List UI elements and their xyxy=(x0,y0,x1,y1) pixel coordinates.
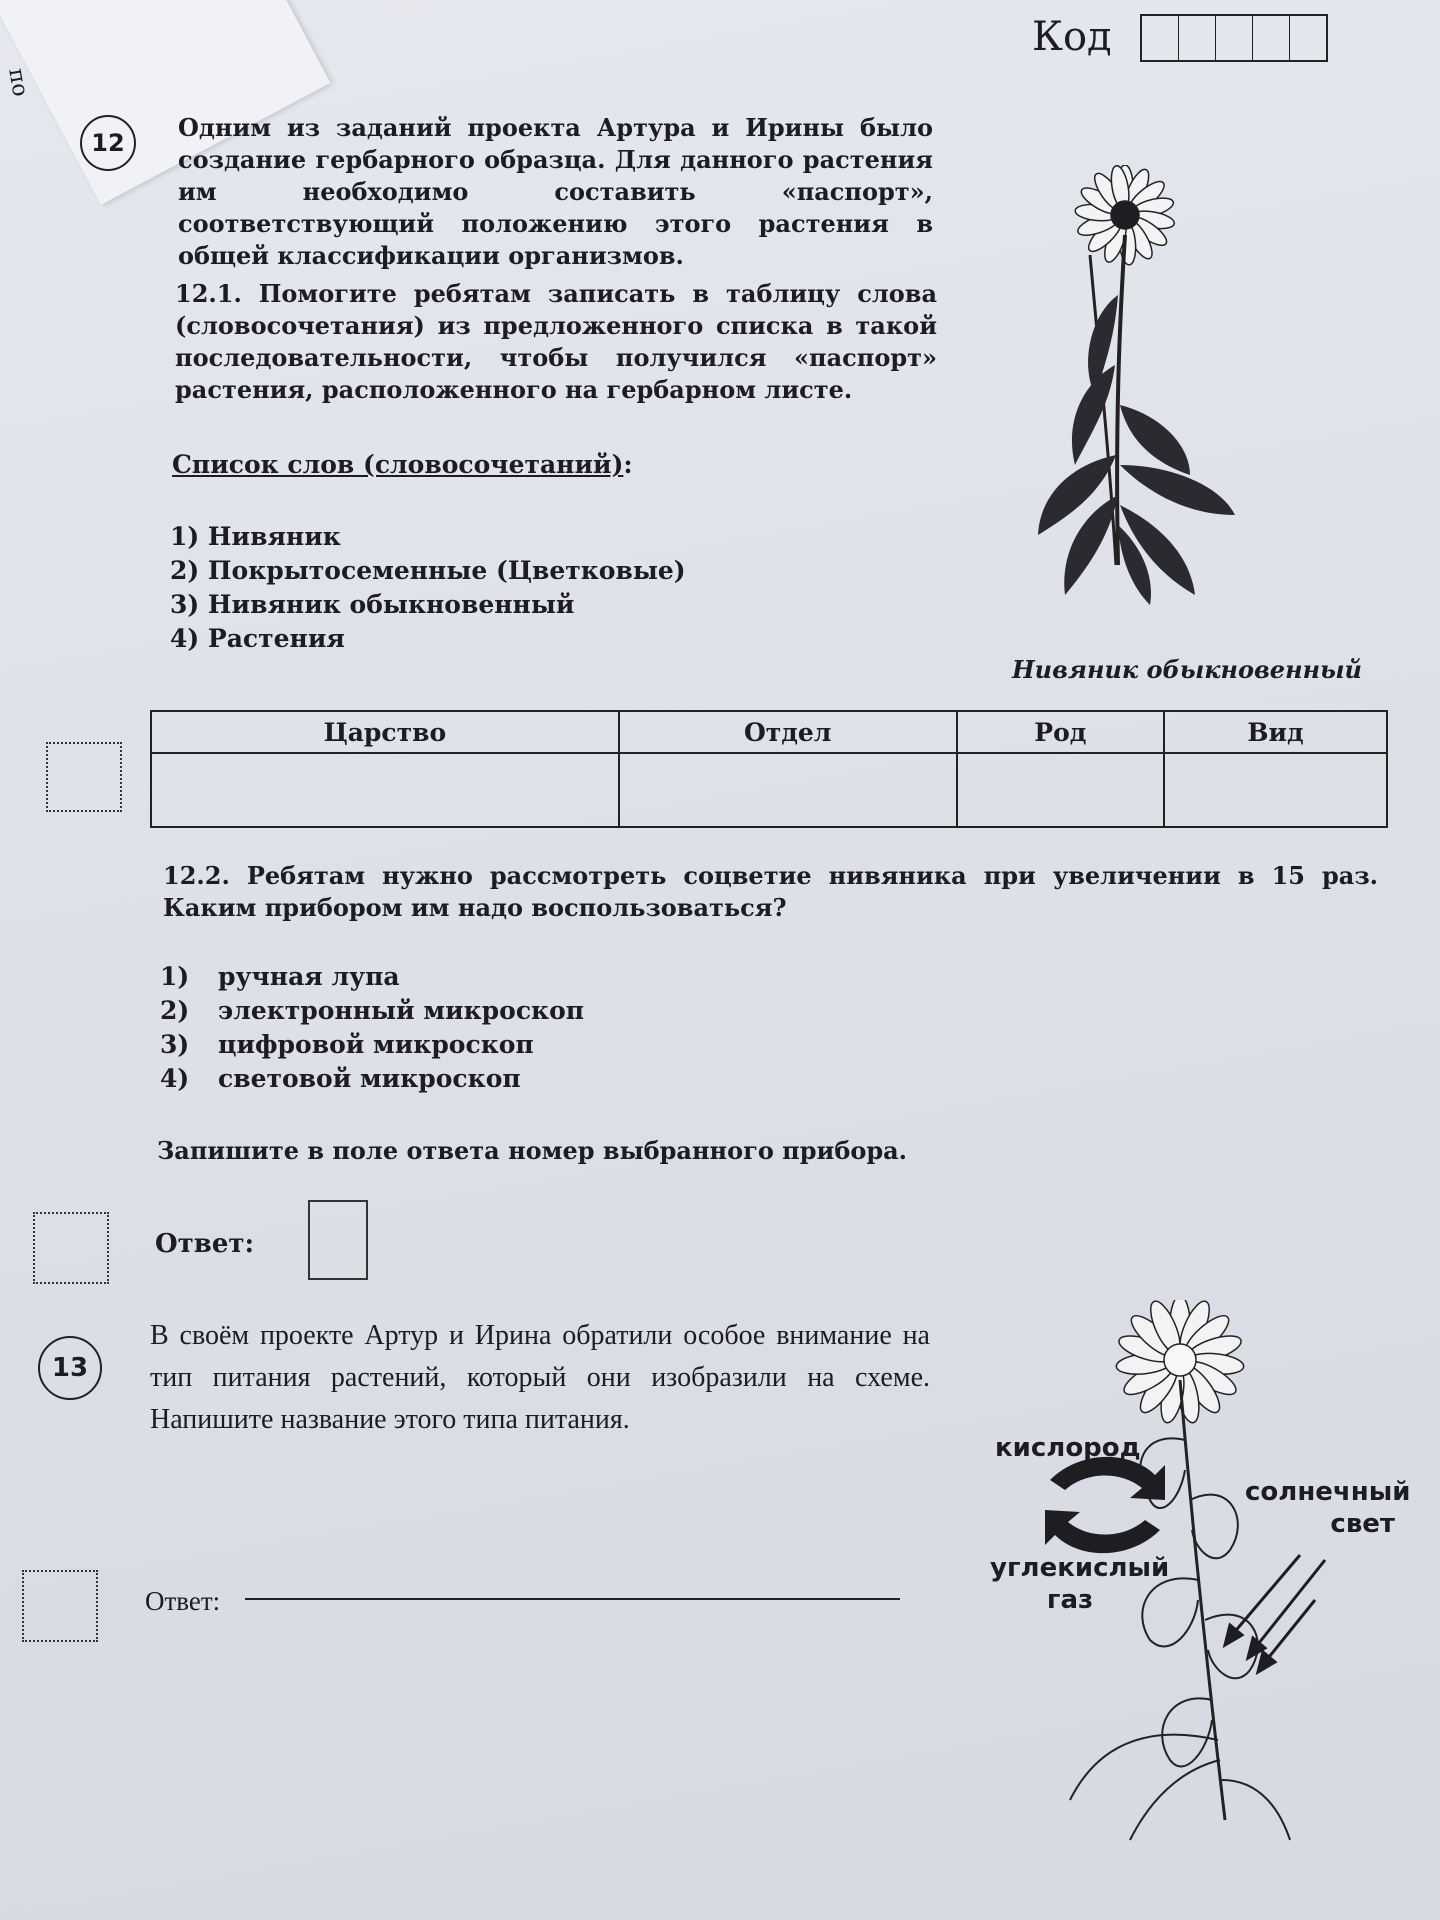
task-number-12: 12 xyxy=(80,115,136,171)
score-box-12-2 xyxy=(33,1212,109,1284)
code-cell[interactable] xyxy=(1179,16,1216,60)
header-species: Вид xyxy=(1164,711,1387,753)
option-item xyxy=(160,960,584,994)
score-box-12-1 xyxy=(46,742,122,812)
code-label: Код xyxy=(1032,14,1112,60)
option-text: световой микроскоп xyxy=(218,1064,521,1093)
sunlight-arrows-icon xyxy=(1225,1555,1325,1672)
code-cell[interactable] xyxy=(1290,16,1326,60)
label-sunlight-line1: солнечный xyxy=(1245,1477,1411,1507)
label-co2 xyxy=(990,1552,1170,1616)
option-item xyxy=(160,994,584,1028)
answer-field-12[interactable] xyxy=(308,1200,368,1280)
list-item: 2) Покрытосеменные (Цветковые) xyxy=(170,556,686,585)
label-sunlight xyxy=(1245,1476,1411,1540)
list-item: 4) Растения xyxy=(170,624,345,653)
answer-cell-division[interactable] xyxy=(619,753,957,827)
word-list-title-colon: : xyxy=(623,450,633,479)
code-input-boxes[interactable] xyxy=(1140,14,1328,62)
score-box-13 xyxy=(22,1570,98,1642)
option-text: ручная лупа xyxy=(218,962,400,991)
options-list xyxy=(160,960,584,1096)
answer-label-12: Ответ: xyxy=(155,1229,255,1259)
corner-fragment: по xyxy=(3,66,33,99)
passport-table xyxy=(150,710,1388,828)
option-number: 1) xyxy=(160,962,190,991)
task12-intro: Одним из заданий проекта Артура и Ирины было создание гербарного образца. Для данного растения им необходимо составить «паспорт», соответствующий положению этого растения в общей классификации организмов. xyxy=(178,113,933,270)
label-co2-line1: углекислый xyxy=(990,1553,1170,1583)
word-list-title-text: Список слов (словосочетаний) xyxy=(172,450,624,479)
daisy-flower-icon xyxy=(1115,1300,1244,1425)
oxeye-daisy-illustration xyxy=(1020,165,1270,615)
task12-1-text: 12.1. Помогите ребятам записать в таблицу слова (словосочетания) из предложенного списка в такой последовательности, чтобы получился «паспорт» растения, расположенного на гербарном листе. xyxy=(175,279,937,404)
answer-cell-kingdom[interactable] xyxy=(151,753,619,827)
header-genus: Род xyxy=(957,711,1164,753)
label-sunlight-line2: свет xyxy=(1330,1509,1395,1539)
word-list-title xyxy=(172,448,633,482)
list-item: 3) Нивяник обыкновенный xyxy=(170,590,575,619)
word-list xyxy=(170,520,686,656)
table-row xyxy=(151,753,1387,827)
header-division: Отдел xyxy=(619,711,957,753)
label-oxygen: кислород xyxy=(995,1433,1141,1463)
illustration-caption: Нивяник обыкновенный xyxy=(1012,655,1362,684)
code-cell[interactable] xyxy=(1142,16,1179,60)
task12-2-text: 12.2. Ребятам нужно рассмотреть соцветие нивяника при увеличении в 15 раз. Каким прибором им надо воспользоваться? xyxy=(163,861,1378,922)
option-number: 2) xyxy=(160,996,190,1025)
code-cell[interactable] xyxy=(1216,16,1253,60)
cycle-arrows-icon xyxy=(1045,1457,1165,1553)
answer-cell-species[interactable] xyxy=(1164,753,1387,827)
label-co2-line2: газ xyxy=(1046,1585,1094,1615)
option-number: 4) xyxy=(160,1064,190,1093)
task-number-13: 13 xyxy=(38,1336,102,1400)
option-number: 3) xyxy=(160,1030,190,1059)
answer-line-13[interactable] xyxy=(245,1598,900,1600)
header-kingdom: Царство xyxy=(151,711,619,753)
code-cell[interactable] xyxy=(1253,16,1290,60)
option-text: электронный микроскоп xyxy=(218,996,585,1025)
task12-instruction: Запишите в поле ответа номер выбранного прибора. xyxy=(157,1136,908,1165)
list-item: 1) Нивяник xyxy=(170,522,341,551)
option-text: цифровой микроскоп xyxy=(218,1030,534,1059)
option-item xyxy=(160,1062,584,1096)
table-header-row xyxy=(151,711,1387,753)
answer-cell-genus[interactable] xyxy=(957,753,1164,827)
answer-label-13: Ответ: xyxy=(145,1586,221,1616)
task13-text: В своём проекте Артур и Ирина обратили особое внимание на тип питания растений, который они изобразили на схеме. Напишите название этого типа питания. xyxy=(150,1320,930,1435)
option-item xyxy=(160,1028,584,1062)
